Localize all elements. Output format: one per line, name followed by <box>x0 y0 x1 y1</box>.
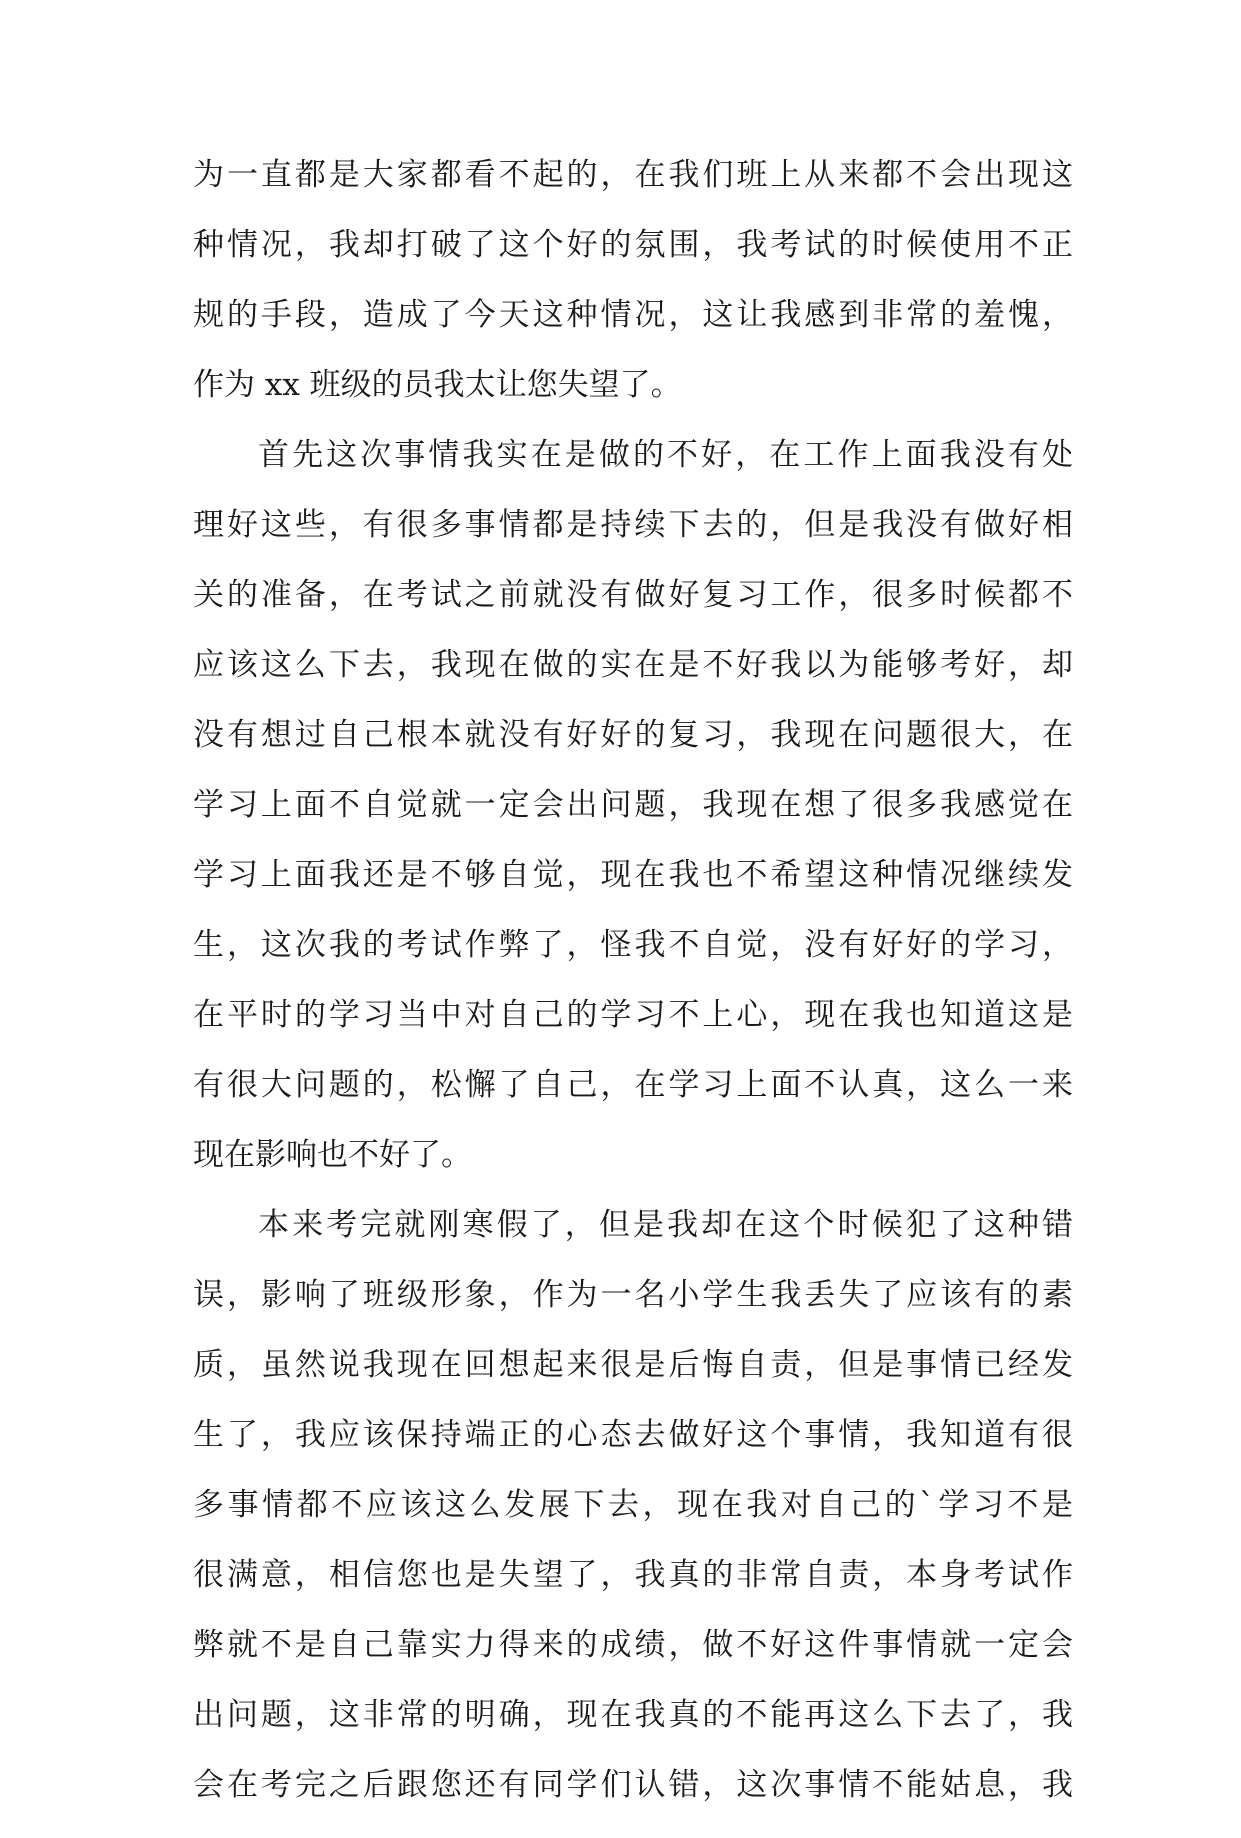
text-line: 作为 xx 班级的员我太让您失望了。 <box>193 367 682 403</box>
text-line: 本来考完就刚寒假了，但是我却在这个时候犯了这种错 <box>258 1207 1073 1243</box>
text-line: 有很大问题的，松懈了自己，在学习上面不认真，这么一来 <box>193 1067 1073 1103</box>
text-line: 理好这些，有很多事情都是持续下去的，但是我没有做好相 <box>193 507 1073 543</box>
text-line: 没有想过自己根本就没有好好的复习，我现在问题很大，在 <box>193 717 1073 753</box>
text-line: 多事情都不应该这么发展下去，现在我对自己的`学习不是 <box>193 1487 1073 1523</box>
text-line: 生，这次我的考试作弊了，怪我不自觉，没有好好的学习， <box>193 927 1073 963</box>
text-line: 学习上面不自觉就一定会出问题，我现在想了很多我感觉在 <box>193 787 1073 823</box>
document-body <box>193 158 1073 1838</box>
text-line: 很满意，相信您也是失望了，我真的非常自责，本身考试作 <box>193 1557 1073 1593</box>
text-line: 关的准备，在考试之前就没有做好复习工作，很多时候都不 <box>193 577 1073 613</box>
text-line: 学习上面我还是不够自觉，现在我也不希望这种情况继续发 <box>193 857 1073 893</box>
text-line: 会在考完之后跟您还有同学们认错，这次事情不能姑息，我 <box>193 1767 1073 1803</box>
text-line: 种情况，我却打破了这个好的氛围，我考试的时候使用不正 <box>193 227 1073 263</box>
text-line: 弊就不是自己靠实力得来的成绩，做不好这件事情就一定会 <box>193 1627 1073 1663</box>
text-line: 首先这次事情我实在是做的不好，在工作上面我没有处 <box>258 437 1073 473</box>
text-line: 应该这么下去，我现在做的实在是不好我以为能够考好，却 <box>193 647 1073 683</box>
text-line: 现在影响也不好了。 <box>193 1137 472 1173</box>
text-line: 误，影响了班级形象，作为一名小学生我丢失了应该有的素 <box>193 1277 1073 1313</box>
text-line: 规的手段，造成了今天这种情况，这让我感到非常的羞愧， <box>193 297 1073 333</box>
text-line: 在平时的学习当中对自己的学习不上心，现在我也知道这是 <box>193 997 1073 1033</box>
text-line: 质，虽然说我现在回想起来很是后悔自责，但是事情已经发 <box>193 1347 1073 1383</box>
text-line: 出问题，这非常的明确，现在我真的不能再这么下去了，我 <box>193 1697 1073 1733</box>
text-line: 生了，我应该保持端正的心态去做好这个事情，我知道有很 <box>193 1417 1073 1453</box>
text-line: 为一直都是大家都看不起的，在我们班上从来都不会出现这 <box>193 157 1073 193</box>
